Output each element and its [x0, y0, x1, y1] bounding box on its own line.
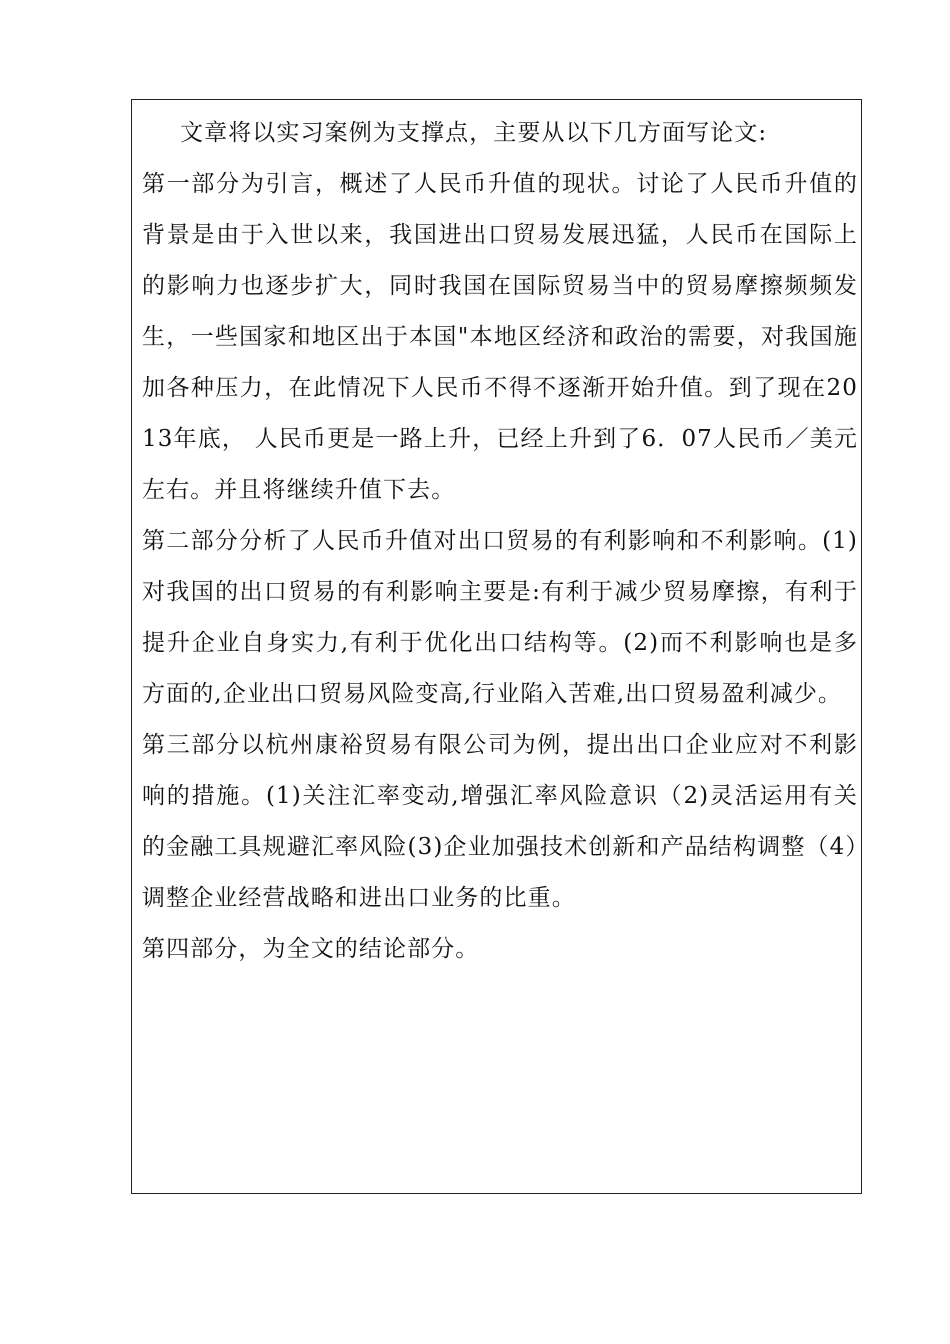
part-one-paragraph: 第一部分为引言，概述了人民币升值的现状。讨论了人民币升值的背景是由于入世以来，我国进出口贸易发展迅猛，人民币在国际上的影响力也逐步扩大，同时我国在国际贸易当中的贸易摩擦频频发生，一些国家和地区出于本国"本地区经济和政治的需要，对我国施加各种压力，在此情况下人民币不得不逐渐开始升值。到了现在2013年底， 人民币更是一路上升，已经上升到了6．07人民币／美元左右。并且将继续升值下去。 [142, 171, 858, 503]
document-body [142, 108, 858, 975]
part-four-paragraph: 第四部分，为全文的结论部分。 [142, 936, 480, 962]
intro-paragraph: 文章将以实习案例为支撑点，主要从以下几方面写论文: [180, 120, 768, 146]
part-three-paragraph: 第三部分以杭州康裕贸易有限公司为例，提出出口企业应对不利影响的措施。(1)关注汇率变动,增强汇率风险意识（2)灵活运用有关的金融工具规避汇率风险(3)企业加强技术创新和产品结构调整（4）调整企业经营战略和进出口业务的比重。 [142, 732, 858, 911]
part-two-paragraph: 第二部分分析了人民币升值对出口贸易的有利影响和不利影响。(1)对我国的出口贸易的有利影响主要是:有利于减少贸易摩擦，有利于提升企业自身实力,有利于优化出口结构等。(2)而不利影响也是多方面的,企业出口贸易风险变高,行业陷入苦难,出口贸易盈利减少。 [142, 528, 858, 707]
